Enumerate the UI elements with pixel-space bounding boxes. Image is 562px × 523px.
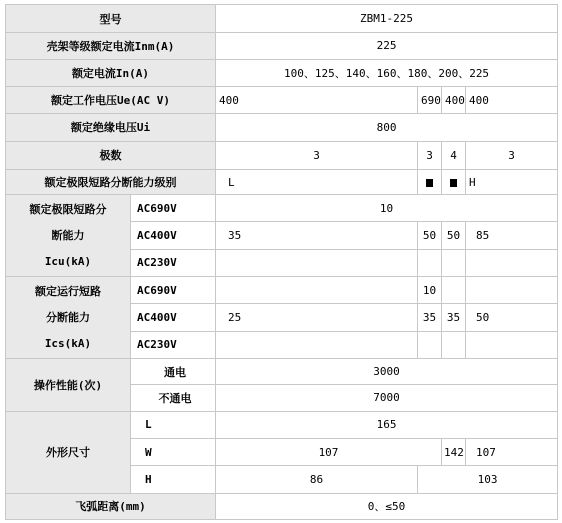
- dimensions-label: 外形尺寸: [6, 411, 131, 493]
- breaking-level-label: 额定极限短路分断能力级别: [6, 169, 216, 194]
- ics-ac400-v1: 25: [216, 304, 418, 331]
- ics-ac690-v2: 10: [418, 277, 442, 304]
- breaking-level-v2: [418, 169, 442, 194]
- ics-ac400-v3: 35: [442, 304, 466, 331]
- ics-ac690-label: AC690V: [131, 277, 216, 304]
- poles-v1: 3: [216, 141, 418, 169]
- breaking-level-v1: L: [216, 169, 418, 194]
- icu-ac230-v3: [442, 249, 466, 276]
- frame-current-value: 225: [216, 33, 558, 59]
- row-model: [6, 5, 558, 33]
- dim-w-label: W: [131, 438, 216, 465]
- row-breaking-level: [6, 169, 558, 194]
- row-icu-ac690: [6, 195, 558, 222]
- ics-ac400-v4: 50: [466, 304, 558, 331]
- icu-ac400-v1: 35: [216, 222, 418, 249]
- poles-v2: 3: [418, 141, 442, 169]
- rated-current-label: 额定电流In(A): [6, 59, 216, 86]
- ics-label: [6, 277, 131, 359]
- breaking-level-v3: [442, 169, 466, 194]
- operation-deenergized-value: 7000: [216, 385, 558, 411]
- ics-ac690-v1: [216, 277, 418, 304]
- icu-ac690-value: 10: [216, 195, 558, 222]
- frame-current-label: 壳架等级额定电流Inm(A): [6, 33, 216, 59]
- icu-ac230-v4: [466, 249, 558, 276]
- operation-energized-label: 通电: [131, 359, 216, 385]
- icu-ac690-label: AC690V: [131, 195, 216, 222]
- rated-voltage-v1: 400: [216, 86, 418, 113]
- ics-ac230-v3: [442, 331, 466, 358]
- poles-label: 极数: [6, 141, 216, 169]
- ics-ac230-v1: [216, 331, 418, 358]
- row-arc-distance: [6, 493, 558, 519]
- dim-l-label: L: [131, 411, 216, 438]
- insulation-value: 800: [216, 114, 558, 141]
- icu-ac230-label: AC230V: [131, 249, 216, 276]
- ics-ac230-v4: [466, 331, 558, 358]
- row-operation-energized: [6, 359, 558, 385]
- model-value: ZBM1-225: [216, 5, 558, 33]
- operation-energized-value: 3000: [216, 359, 558, 385]
- icu-ac400-v3: 50: [442, 222, 466, 249]
- dim-w-v1: 107: [216, 438, 442, 465]
- filled-square-icon: [426, 179, 433, 187]
- ics-ac230-v2: [418, 331, 442, 358]
- ics-label-line3: Ics(kA): [44, 336, 92, 350]
- icu-label-line3: Icu(kA): [44, 254, 92, 268]
- row-insulation: [6, 114, 558, 141]
- rated-voltage-v4: 400: [466, 86, 558, 113]
- ics-ac230-label: AC230V: [131, 331, 216, 358]
- icu-label-line2: 断能力: [51, 228, 85, 242]
- breaking-level-v4: H: [466, 169, 558, 194]
- dim-h-v2: 103: [418, 466, 558, 493]
- rated-voltage-v2: 690: [418, 86, 442, 113]
- icu-ac230-v2: [418, 249, 442, 276]
- arc-distance-label: 飞弧距离(mm): [6, 493, 216, 519]
- ics-label-line2: 分断能力: [46, 310, 90, 324]
- icu-label: [6, 195, 131, 277]
- ics-ac400-label: AC400V: [131, 304, 216, 331]
- icu-ac400-v2: 50: [418, 222, 442, 249]
- row-rated-voltage: [6, 86, 558, 113]
- ics-ac400-v2: 35: [418, 304, 442, 331]
- operation-deenergized-label: 不通电: [131, 385, 216, 411]
- ics-label-line1: 额定运行短路: [35, 284, 101, 298]
- row-dim-l: [6, 411, 558, 438]
- row-rated-current: [6, 59, 558, 86]
- arc-distance-value: 0、≤50: [216, 493, 558, 519]
- icu-ac230-v1: [216, 249, 418, 276]
- row-poles: [6, 141, 558, 169]
- icu-ac400-v4: 85: [466, 222, 558, 249]
- dim-w-v3: 142: [442, 438, 466, 465]
- rated-current-value: 100、125、140、160、180、200、225: [216, 59, 558, 86]
- spec-table: [5, 4, 558, 520]
- dim-h-label: H: [131, 466, 216, 493]
- ics-ac690-v4: [466, 277, 558, 304]
- rated-voltage-label: 额定工作电压Ue(AC V): [6, 86, 216, 113]
- dim-h-v1: 86: [216, 466, 418, 493]
- insulation-label: 额定绝缘电压Ui: [6, 114, 216, 141]
- rated-voltage-v3: 400: [442, 86, 466, 113]
- dim-w-v4: 107: [466, 438, 558, 465]
- filled-square-icon: [450, 179, 457, 187]
- operation-label: 操作性能(次): [6, 359, 131, 412]
- model-label: 型号: [6, 5, 216, 33]
- icu-label-line1: 额定极限短路分: [29, 202, 107, 216]
- poles-v3: 4: [442, 141, 466, 169]
- row-frame-current: [6, 33, 558, 59]
- dim-l-value: 165: [216, 411, 558, 438]
- icu-ac400-label: AC400V: [131, 222, 216, 249]
- poles-v4: 3: [466, 141, 558, 169]
- row-ics-ac690: [6, 277, 558, 304]
- ics-ac690-v3: [442, 277, 466, 304]
